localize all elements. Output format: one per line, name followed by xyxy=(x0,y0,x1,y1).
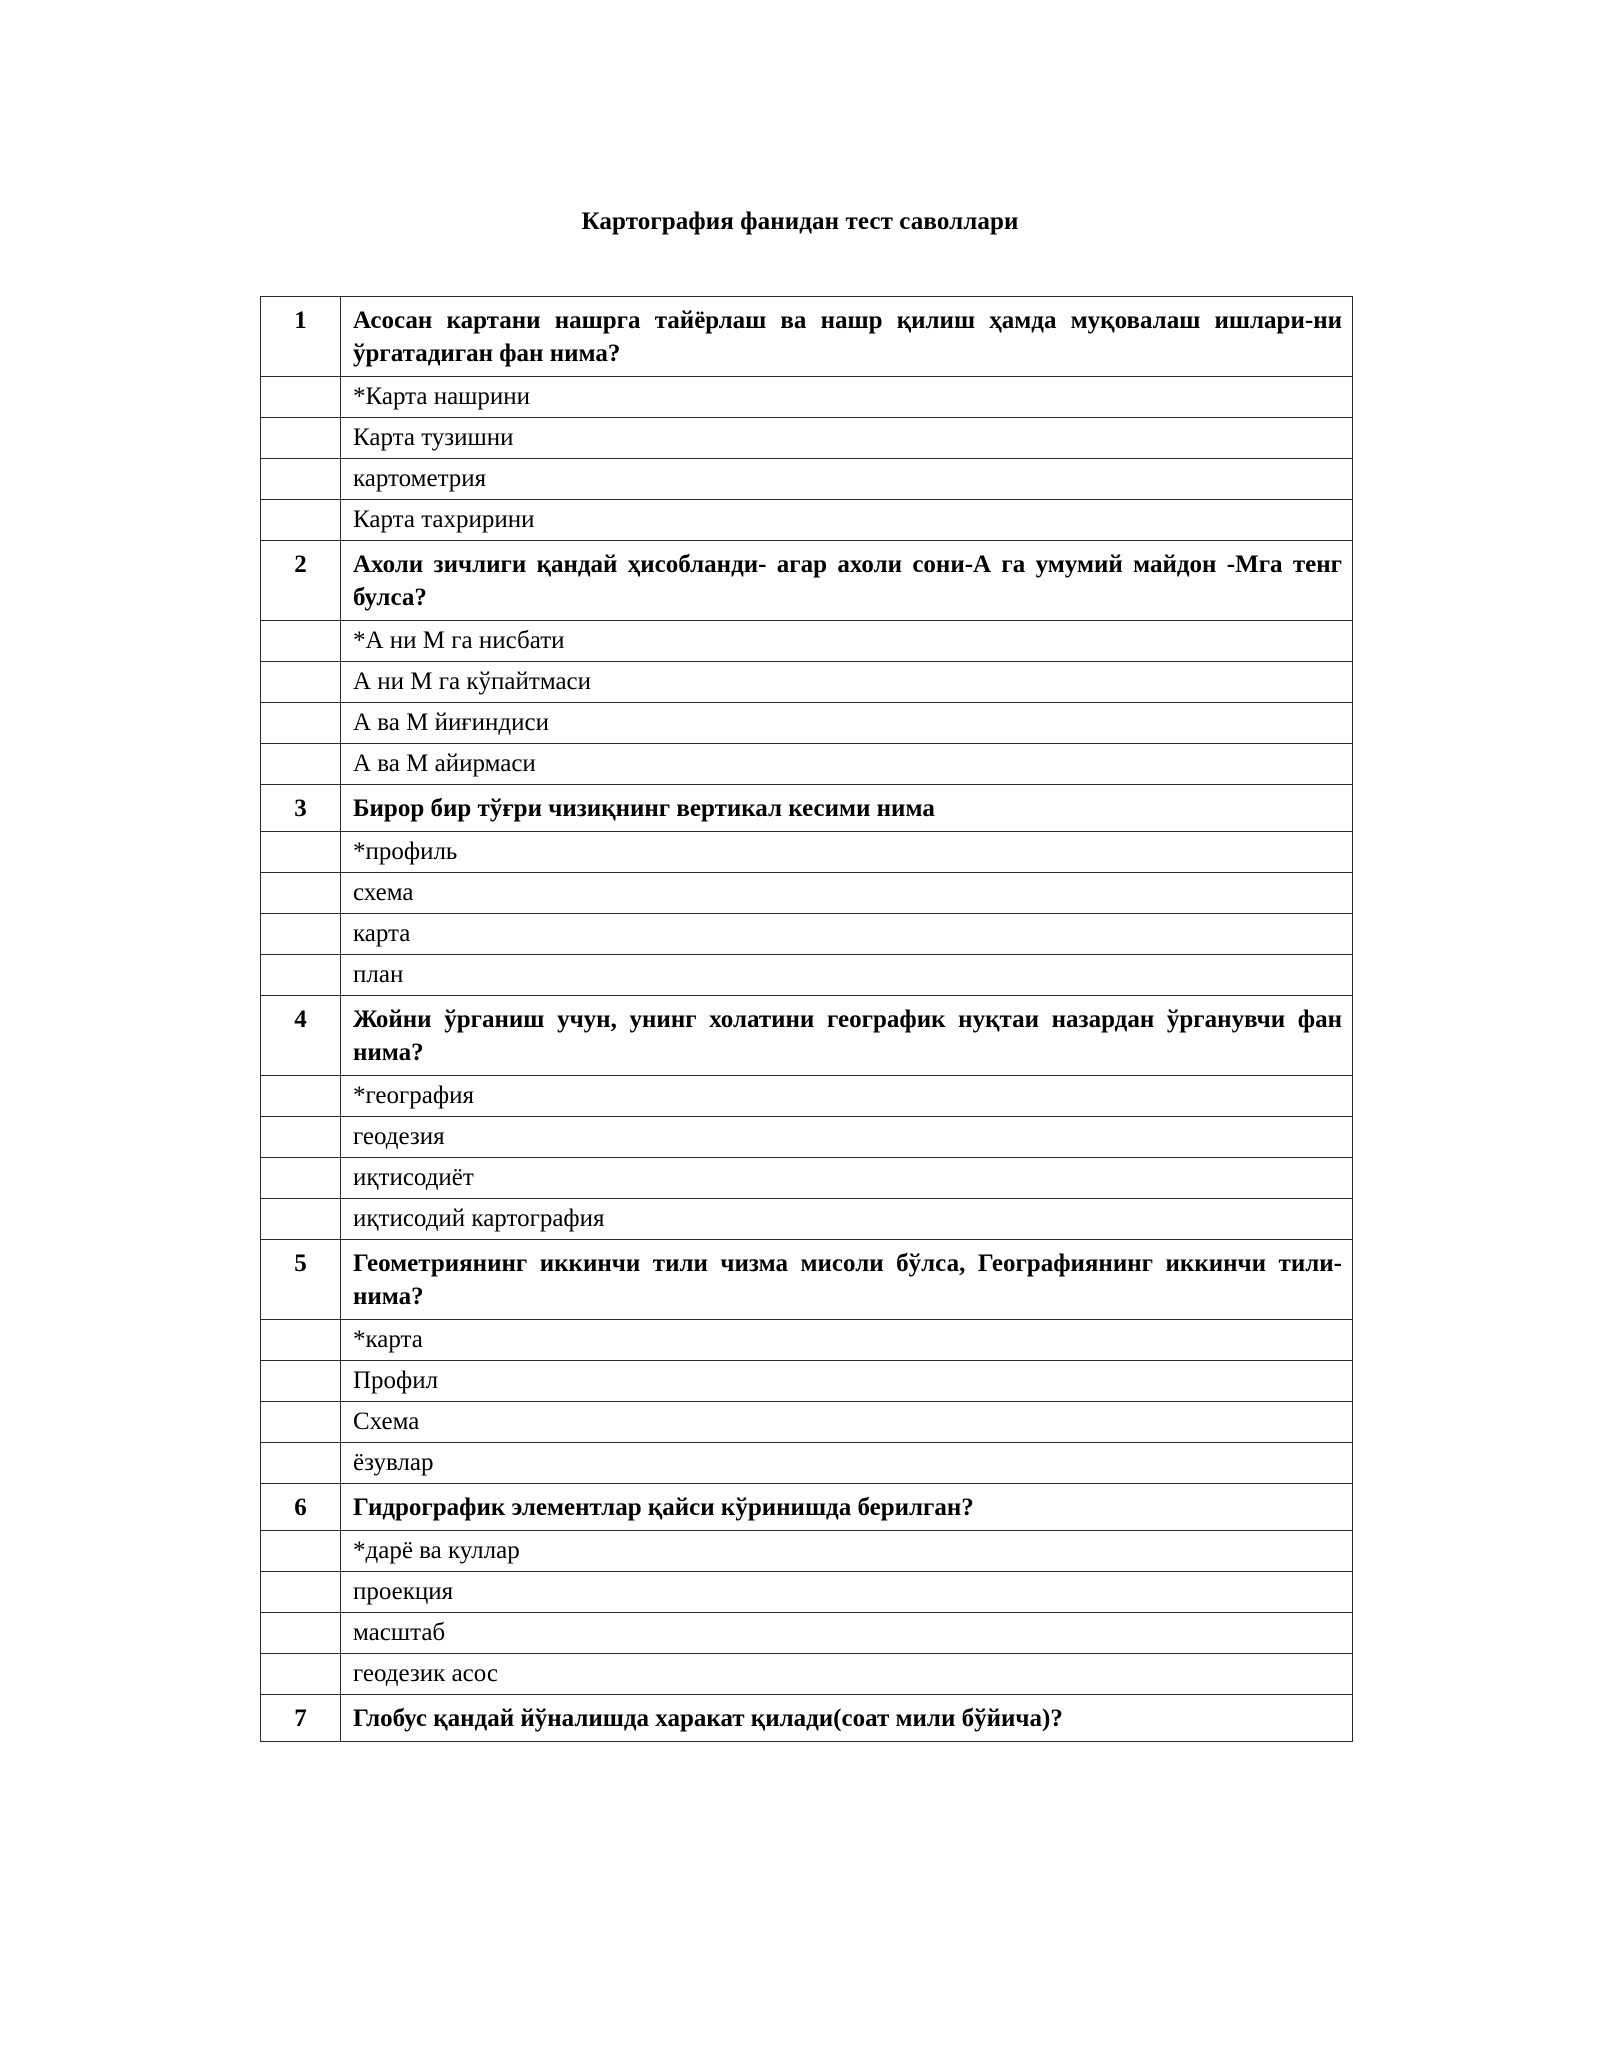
empty-number-cell xyxy=(261,832,341,873)
question-number: 2 xyxy=(261,541,341,621)
question-text: Ахоли зичлиги қандай ҳисобланди- агар ахоли сони-А га умумий майдон -Мга тенг булса? xyxy=(341,541,1353,621)
answer-option: А ва М айирмаси xyxy=(341,744,1353,785)
answer-option: *география xyxy=(341,1076,1353,1117)
table-row xyxy=(261,662,1353,703)
table-row xyxy=(261,1320,1353,1361)
table-row xyxy=(261,621,1353,662)
empty-number-cell xyxy=(261,1117,341,1158)
question-text: Глобус қандай йўналишда харакат қилади(соат мили бўйича)? xyxy=(341,1695,1353,1742)
page-title: Картография фанидан тест саволлари xyxy=(581,208,1019,235)
answer-option: карта xyxy=(341,914,1353,955)
answer-option: *профиль xyxy=(341,832,1353,873)
question-text: Геометриянинг иккинчи тили чизма мисоли бўлса, Географиянинг иккинчи тили- нима? xyxy=(341,1240,1353,1320)
answer-option: Карта тахририни xyxy=(341,500,1353,541)
table-row xyxy=(261,1240,1353,1320)
table-row xyxy=(261,1402,1353,1443)
question-number: 3 xyxy=(261,785,341,832)
empty-number-cell xyxy=(261,703,341,744)
table-row xyxy=(261,418,1353,459)
question-text: Гидрографик элементлар қайси кўринишда берилган? xyxy=(341,1484,1353,1531)
empty-number-cell xyxy=(261,955,341,996)
table-row xyxy=(261,873,1353,914)
test-questions-table xyxy=(260,296,1353,1742)
empty-number-cell xyxy=(261,1158,341,1199)
question-number: 1 xyxy=(261,297,341,377)
answer-option: А ва М йиғиндиси xyxy=(341,703,1353,744)
answer-option: иқтисодиёт xyxy=(341,1158,1353,1199)
table-row xyxy=(261,914,1353,955)
answer-option: иқтисодий картография xyxy=(341,1199,1353,1240)
table-row xyxy=(261,1654,1353,1695)
empty-number-cell xyxy=(261,459,341,500)
table-row xyxy=(261,703,1353,744)
empty-number-cell xyxy=(261,1076,341,1117)
answer-option: А ни М га кўпайтмаси xyxy=(341,662,1353,703)
answer-option: проекция xyxy=(341,1572,1353,1613)
empty-number-cell xyxy=(261,914,341,955)
empty-number-cell xyxy=(261,1654,341,1695)
question-number: 4 xyxy=(261,996,341,1076)
table-row xyxy=(261,785,1353,832)
table-row xyxy=(261,1117,1353,1158)
empty-number-cell xyxy=(261,377,341,418)
table-row xyxy=(261,500,1353,541)
table-row xyxy=(261,459,1353,500)
empty-number-cell xyxy=(261,662,341,703)
empty-number-cell xyxy=(261,1443,341,1484)
question-text: Бирор бир тўғри чизиқнинг вертикал кесими нима xyxy=(341,785,1353,832)
table-row xyxy=(261,996,1353,1076)
answer-option: Схема xyxy=(341,1402,1353,1443)
answer-option: картометрия xyxy=(341,459,1353,500)
empty-number-cell xyxy=(261,744,341,785)
empty-number-cell xyxy=(261,1361,341,1402)
table-row xyxy=(261,1613,1353,1654)
answer-option: Карта тузишни xyxy=(341,418,1353,459)
table-row xyxy=(261,1572,1353,1613)
empty-number-cell xyxy=(261,1572,341,1613)
answer-option: масштаб xyxy=(341,1613,1353,1654)
empty-number-cell xyxy=(261,1320,341,1361)
empty-number-cell xyxy=(261,418,341,459)
empty-number-cell xyxy=(261,500,341,541)
empty-number-cell xyxy=(261,621,341,662)
answer-option: геодезик асос xyxy=(341,1654,1353,1695)
answer-option: *Карта нашрини xyxy=(341,377,1353,418)
answer-option: *дарё ва куллар xyxy=(341,1531,1353,1572)
table-row xyxy=(261,1695,1353,1742)
table-row xyxy=(261,1158,1353,1199)
answer-option: геодезия xyxy=(341,1117,1353,1158)
question-text: Жойни ўрганиш учун, унинг холатини географик нуқтаи назардан ўрганувчи фан нима? xyxy=(341,996,1353,1076)
empty-number-cell xyxy=(261,1613,341,1654)
table-row xyxy=(261,955,1353,996)
table-row xyxy=(261,1484,1353,1531)
table-row xyxy=(261,377,1353,418)
answer-option: *А ни М га нисбати xyxy=(341,621,1353,662)
table-row xyxy=(261,832,1353,873)
question-number: 7 xyxy=(261,1695,341,1742)
answer-option: схема xyxy=(341,873,1353,914)
table-row xyxy=(261,1443,1353,1484)
table-row xyxy=(261,744,1353,785)
table-row xyxy=(261,1361,1353,1402)
empty-number-cell xyxy=(261,873,341,914)
test-table-body xyxy=(261,297,1353,1742)
question-number: 5 xyxy=(261,1240,341,1320)
answer-option: план xyxy=(341,955,1353,996)
question-number: 6 xyxy=(261,1484,341,1531)
answer-option: ёзувлар xyxy=(341,1443,1353,1484)
empty-number-cell xyxy=(261,1531,341,1572)
empty-number-cell xyxy=(261,1199,341,1240)
question-text: Асосан картани нашрга тайёрлаш ва нашр қилиш ҳамда муқовалаш ишлари-ни ўргатадиган фан нима? xyxy=(341,297,1353,377)
table-row xyxy=(261,297,1353,377)
table-row xyxy=(261,1076,1353,1117)
answer-option: Профил xyxy=(341,1361,1353,1402)
answer-option: *карта xyxy=(341,1320,1353,1361)
table-row xyxy=(261,1531,1353,1572)
empty-number-cell xyxy=(261,1402,341,1443)
table-row xyxy=(261,541,1353,621)
table-row xyxy=(261,1199,1353,1240)
